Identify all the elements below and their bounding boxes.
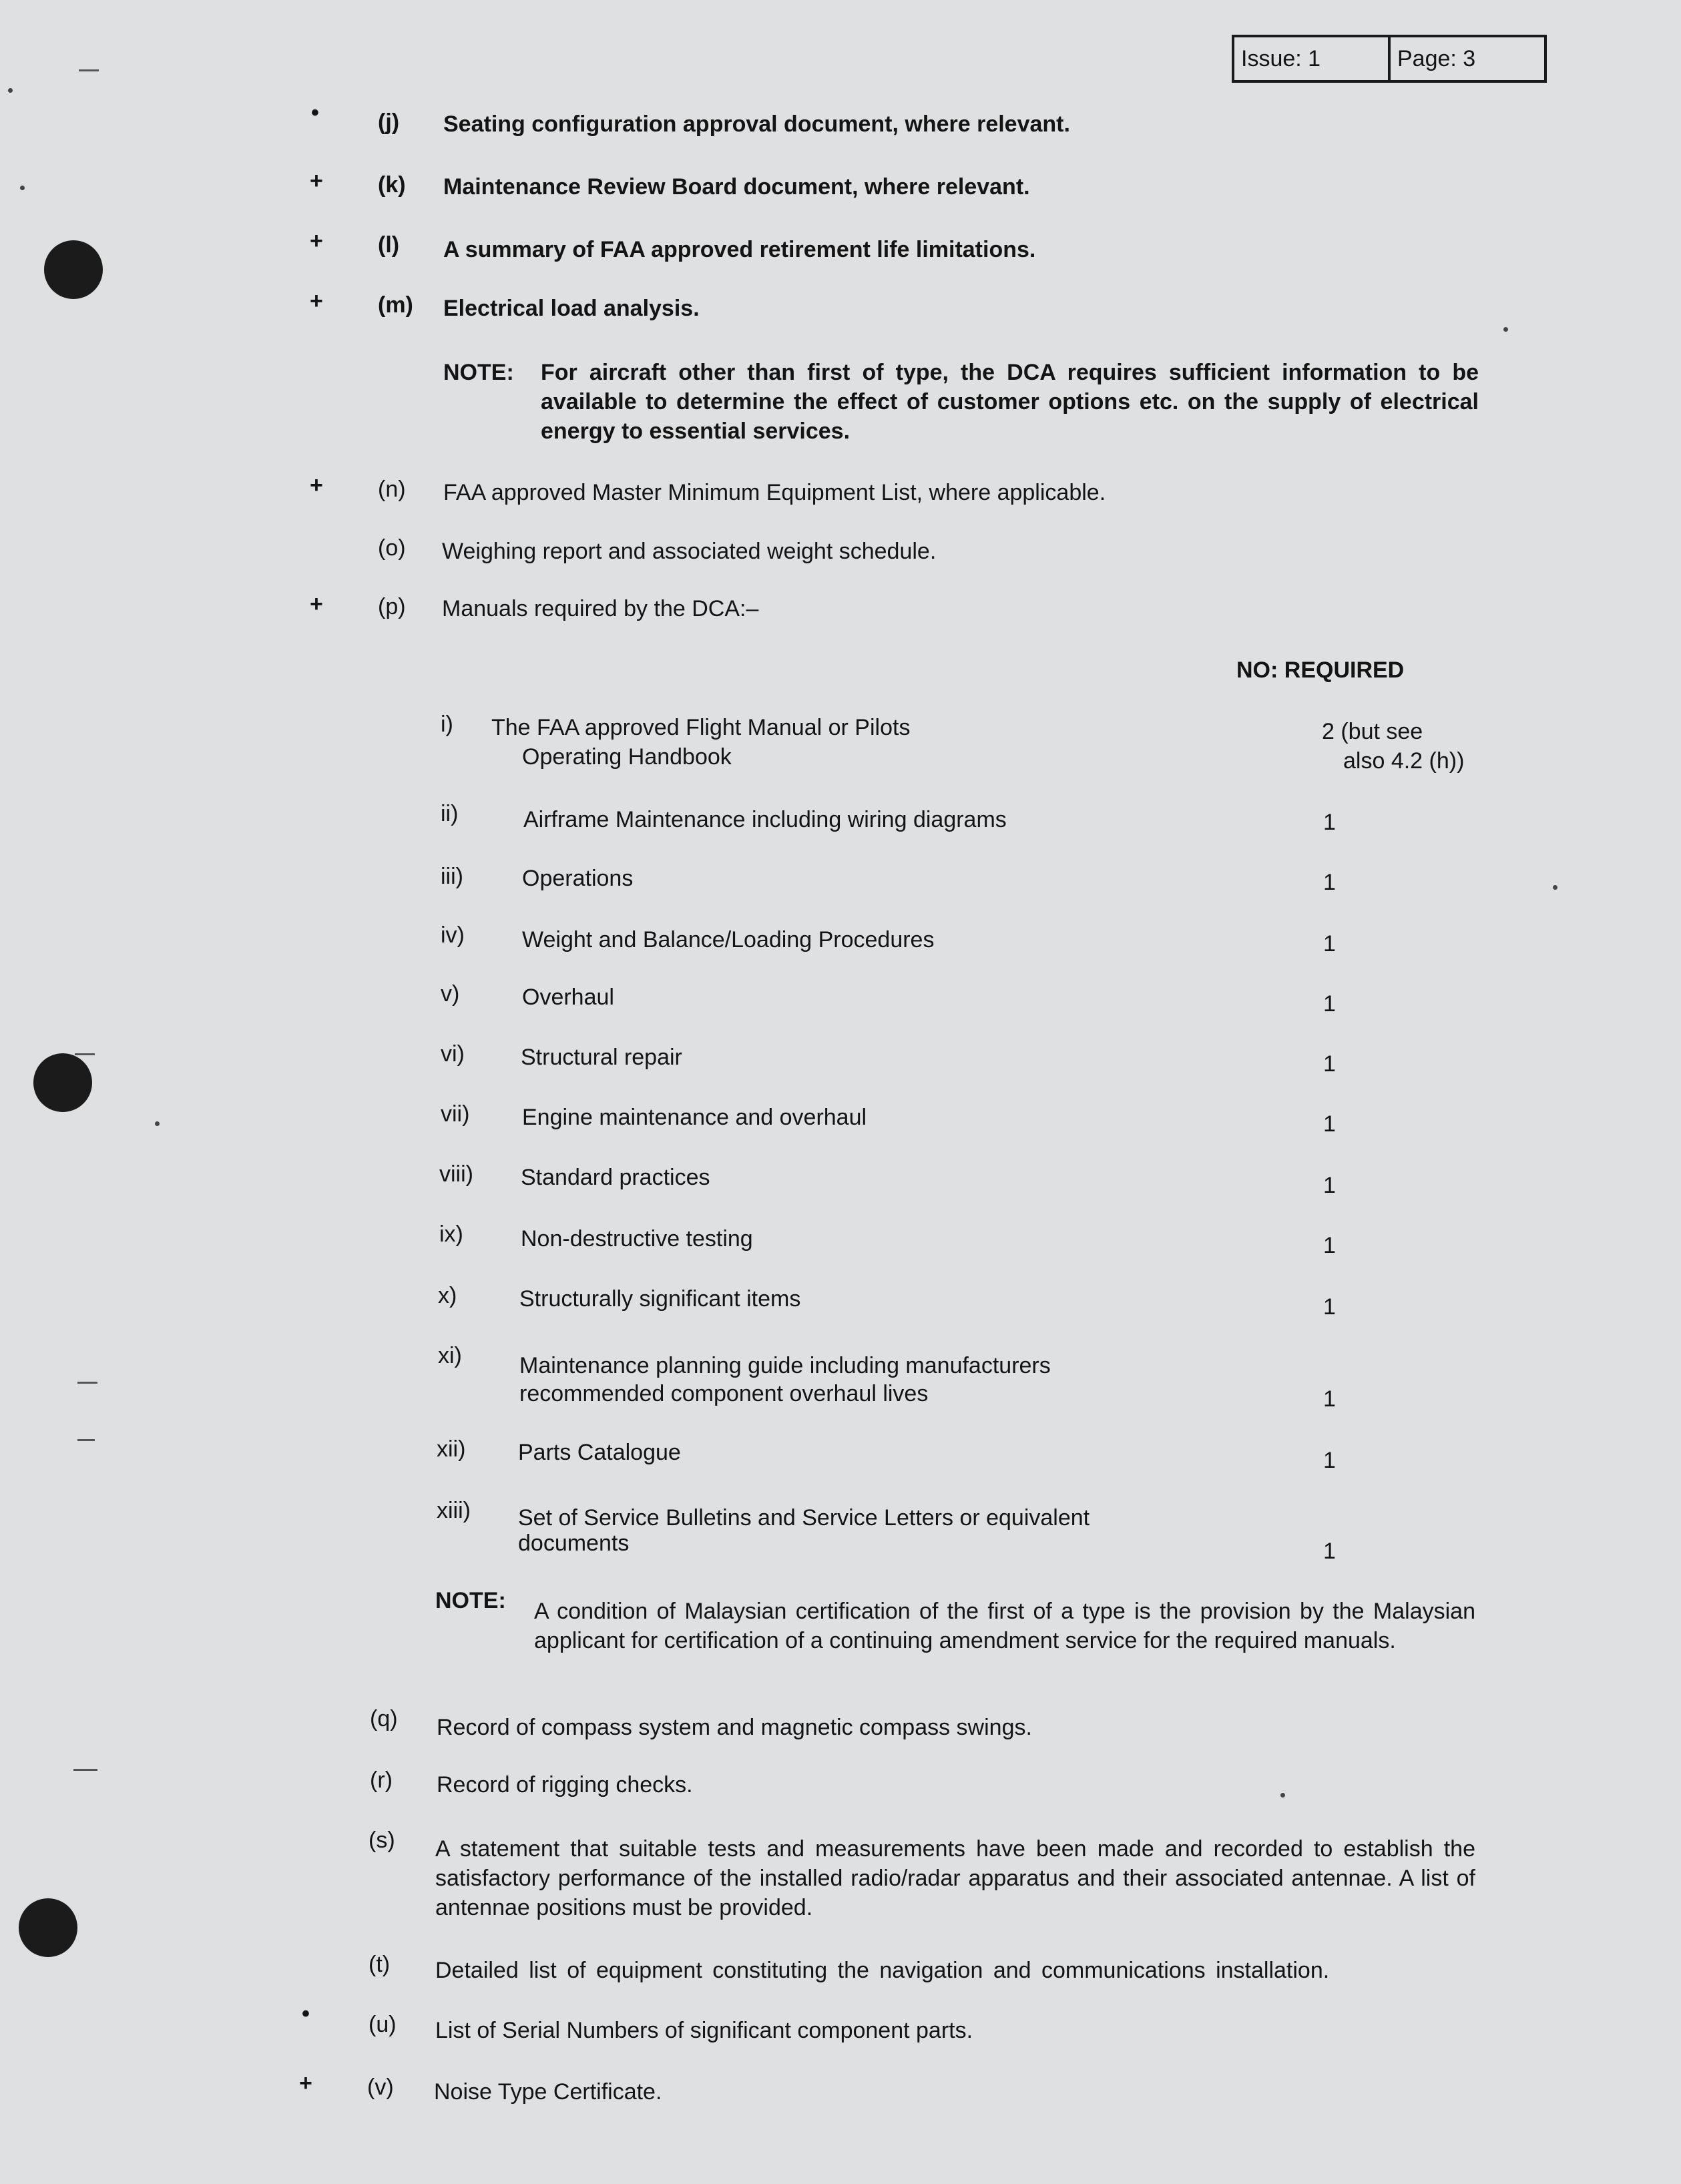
item-ref: (t): [369, 1952, 391, 1977]
row-title: Operations: [522, 866, 634, 891]
row-number: xi): [438, 1343, 462, 1368]
item-ref: (p): [378, 594, 406, 619]
scan-speck: [155, 1121, 160, 1126]
row-title: Structurally significant items: [519, 1286, 801, 1312]
note-label: NOTE:: [435, 1588, 506, 1613]
item-text: List of Serial Numbers of significant component parts.: [435, 2018, 973, 2043]
row-number: vi): [441, 1041, 465, 1067]
row-title: Engine maintenance and overhaul: [522, 1105, 867, 1130]
margin-mark: +: [310, 591, 323, 617]
row-title: Parts Catalogue: [518, 1440, 681, 1465]
row-title: Maintenance planning guide including manufacturers: [519, 1353, 1051, 1378]
row-quantity: 1: [1323, 1173, 1336, 1198]
row-number: i): [441, 712, 453, 737]
item-text: Weighing report and associated weight schedule.: [442, 539, 937, 564]
scan-speck: [20, 186, 25, 190]
item-text: A statement that suitable tests and measurements have been made and recorded to establish the satisfactory performance of the installed radio/radar apparatus and their associated antennae. A list of antennae positions must be provided.: [435, 1836, 1475, 1920]
item-text: Noise Type Certificate.: [434, 2079, 662, 2105]
row-number: xiii): [437, 1498, 471, 1523]
item-text: Detailed list of equipment constituting the navigation and communications installation.: [435, 1958, 1330, 1983]
row-number: vii): [441, 1101, 470, 1127]
item-ref: (j): [378, 109, 400, 135]
item-ref: (q): [370, 1706, 398, 1731]
row-number: v): [441, 981, 460, 1007]
note-label: NOTE:: [443, 360, 514, 385]
row-title: Weight and Balance/Loading Procedures: [522, 927, 935, 952]
margin-mark: •: [311, 100, 319, 125]
binder-hole-middle: [33, 1053, 92, 1112]
row-number: ix): [439, 1221, 463, 1247]
item-ref: (u): [369, 2012, 397, 2037]
row-title-cont: documents: [518, 1531, 630, 1556]
row-quantity: 1: [1323, 1111, 1336, 1137]
scan-mark: [77, 1439, 95, 1441]
scan-speck: [8, 88, 13, 93]
row-title-cont: recommended component overhaul lives: [519, 1381, 929, 1406]
scan-mark: [75, 1053, 95, 1055]
page-number: Page: 3: [1388, 37, 1544, 80]
item-text: Electrical load analysis.: [443, 296, 700, 321]
row-number: xii): [437, 1436, 466, 1462]
row-number: ii): [441, 801, 459, 826]
row-quantity: 1: [1323, 1233, 1336, 1258]
row-quantity-cont: also 4.2 (h)): [1343, 748, 1465, 774]
binder-hole-top: [44, 240, 103, 299]
row-quantity: 1: [1323, 991, 1336, 1017]
issue-number: Issue: 1: [1241, 46, 1321, 71]
note-text: A condition of Malaysian certification of the first of a type is the provision by the Malaysian applicant for certification of a continuing amendment service for the required manuals.: [534, 1599, 1475, 1653]
scan-speck: [1280, 1793, 1285, 1798]
row-number: iv): [441, 922, 465, 948]
margin-mark: +: [310, 168, 323, 194]
row-quantity: 2 (but see: [1322, 719, 1423, 744]
row-title: Overhaul: [522, 985, 614, 1010]
row-title: Airframe Maintenance including wiring diagrams: [523, 807, 1007, 832]
row-title-cont: Operating Handbook: [522, 744, 732, 770]
row-quantity: 1: [1323, 931, 1336, 957]
scan-speck: [1553, 885, 1557, 890]
scan-speck: [1503, 327, 1508, 332]
item-text: A summary of FAA approved retirement life limitations.: [443, 237, 1036, 262]
row-quantity: 1: [1323, 870, 1336, 895]
item-ref: (r): [370, 1767, 393, 1793]
item-text: Record of rigging checks.: [437, 1772, 693, 1798]
binder-hole-bottom: [19, 1898, 77, 1957]
margin-mark: •: [302, 2001, 310, 2026]
item-text: FAA approved Master Minimum Equipment List, where applicable.: [443, 480, 1106, 505]
row-quantity: 1: [1323, 1539, 1336, 1564]
row-title: Non-destructive testing: [521, 1226, 753, 1252]
margin-mark: +: [299, 2071, 312, 2096]
row-title: Set of Service Bulletins and Service Letters or equivalent: [518, 1505, 1090, 1531]
scan-mark: [77, 1382, 97, 1384]
row-quantity: 1: [1323, 1294, 1336, 1320]
row-number: iii): [441, 864, 463, 889]
row-quantity: 1: [1323, 810, 1336, 835]
item-ref: (n): [378, 477, 406, 502]
margin-mark: +: [310, 288, 323, 314]
row-quantity: 1: [1323, 1386, 1336, 1412]
item-ref: (l): [378, 232, 400, 258]
row-quantity: 1: [1323, 1051, 1336, 1077]
item-text: Record of compass system and magnetic compass swings.: [437, 1715, 1032, 1740]
item-text: Manuals required by the DCA:–: [442, 596, 759, 621]
item-text: Maintenance Review Board document, where relevant.: [443, 174, 1030, 200]
item-ref: (m): [378, 292, 413, 318]
row-number: x): [438, 1283, 457, 1308]
row-title: Structural repair: [521, 1045, 682, 1070]
item-ref: (s): [369, 1828, 395, 1853]
item-ref: (v): [367, 2075, 394, 2100]
item-ref: (k): [378, 172, 406, 198]
margin-mark: +: [310, 473, 323, 498]
row-quantity: 1: [1323, 1448, 1336, 1473]
note-text: For aircraft other than first of type, the DCA requires sufficient information to be available to determine the effect of customer options etc. on the supply of electrical energy to essential services.: [541, 360, 1479, 444]
required-count-heading: NO: REQUIRED: [1236, 657, 1405, 683]
item-text: Seating configuration approval document, where relevant.: [443, 111, 1070, 137]
issue-page-box: [1232, 35, 1547, 83]
row-title: The FAA approved Flight Manual or Pilots: [491, 715, 911, 740]
row-title: Standard practices: [521, 1165, 710, 1190]
row-number: viii): [439, 1161, 473, 1187]
scan-mark: [79, 69, 99, 71]
item-ref: (o): [378, 535, 406, 561]
margin-mark: +: [310, 228, 323, 254]
scan-mark: [73, 1769, 97, 1771]
